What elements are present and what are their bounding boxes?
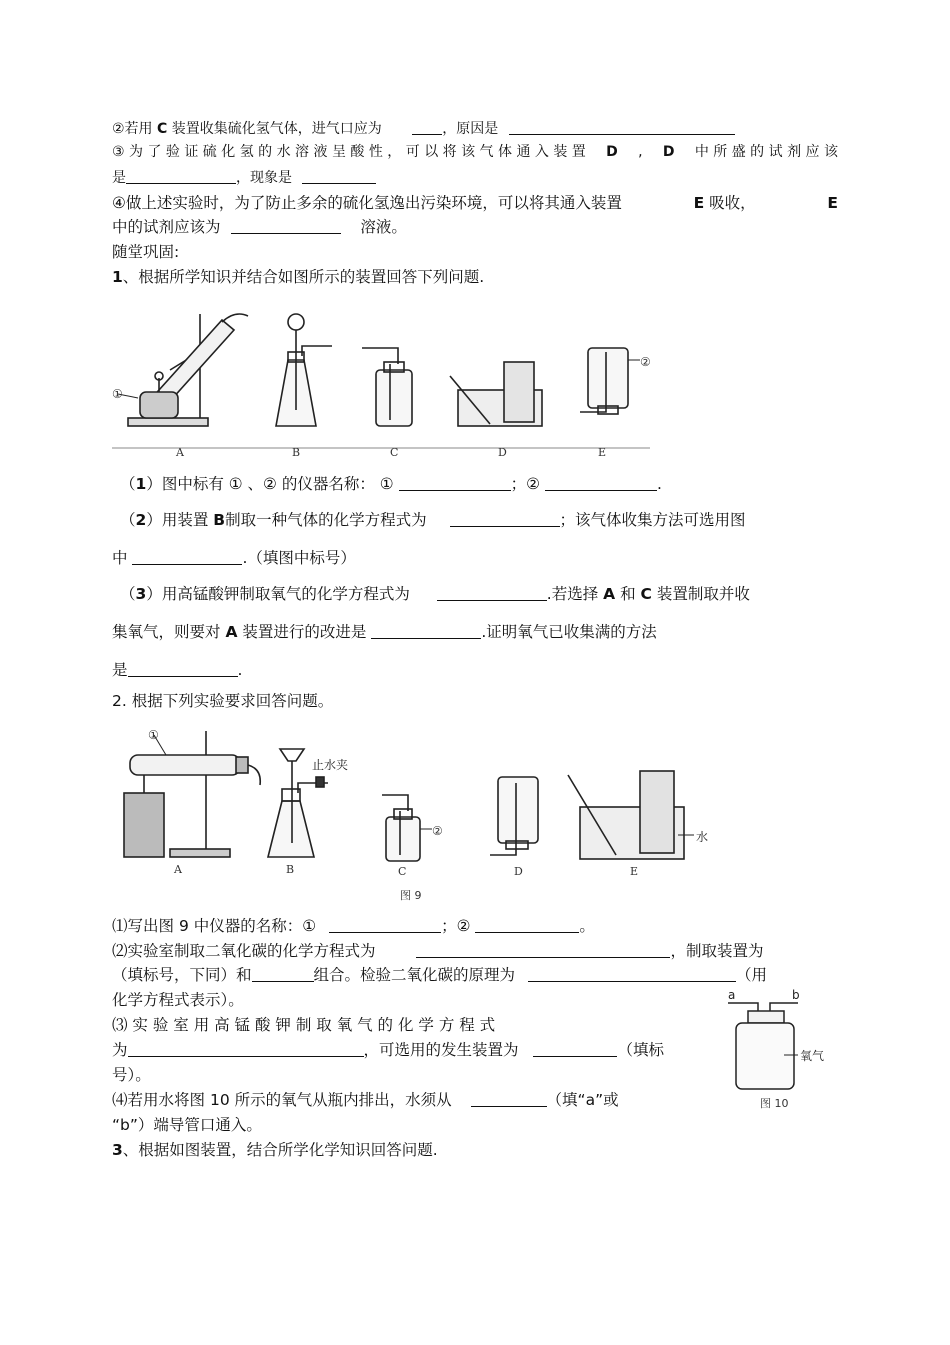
apparatus-e-icon <box>580 348 640 459</box>
q2-figure <box>110 725 730 905</box>
answer-blank[interactable] <box>471 1092 547 1107</box>
answer-blank[interactable] <box>371 624 481 639</box>
svg-text:D: D <box>514 865 523 878</box>
apparatus-a-icon <box>118 314 248 459</box>
apparatus-e-icon <box>568 771 694 878</box>
q1-part3-line3: 是 . <box>112 661 243 679</box>
fig10-caption: 图 10 <box>760 1097 789 1110</box>
q2-part2-line2: （填标号，下同）和 组合。检验二氧化碳的原理为 （用 <box>112 966 767 984</box>
figure-caption: 图 9 <box>400 889 422 902</box>
answer-blank[interactable] <box>302 169 376 184</box>
water-label: 水 <box>696 830 709 844</box>
q1-part3-line2: 集氧气，则要对 A 装置进行的改进是 .证明氧气已收集满的方法 <box>112 623 657 641</box>
prev-q2-line: ②若用 C 装置收集硫化氢气体，进气口应为 ，原因是 <box>112 120 735 138</box>
svg-text:A: A <box>176 446 184 459</box>
answer-blank[interactable] <box>128 1042 364 1057</box>
prev-q4-line: ④做上述实验时，为了防止多余的硫化氢逸出污染环境，可以将其通入装置 E 吸收， E <box>112 194 838 212</box>
svg-text:B: B <box>286 863 295 876</box>
q2-part3: ⑶ 实 验 室 用 高 锰 酸 钾 制 取 氧 气 的 化 学 方 程 式 <box>112 1016 496 1034</box>
fig10-gas-label: 氧气 <box>800 1049 825 1063</box>
answer-blank[interactable] <box>437 586 547 601</box>
q2-part1: ⑴写出图 9 中仪器的名称：① ；② 。 <box>112 917 595 935</box>
marker-2: ② <box>640 355 651 369</box>
section-title: 随堂巩固: <box>112 243 180 261</box>
answer-blank[interactable] <box>252 967 314 982</box>
q3-stem: 3、根据如图装置，结合所学化学知识回答问题. <box>112 1141 438 1159</box>
marker-2: ② <box>432 824 443 838</box>
apparatus-d-icon <box>450 362 542 459</box>
q2-stem: 2. 根据下列实验要求回答问题。 <box>112 692 334 710</box>
answer-blank[interactable] <box>329 918 441 933</box>
svg-text:E: E <box>598 446 607 459</box>
answer-blank[interactable] <box>475 918 579 933</box>
answer-blank[interactable] <box>412 120 442 135</box>
q2-part3-line3: 号）。 <box>112 1066 151 1084</box>
svg-text:C: C <box>390 446 399 459</box>
answer-blank[interactable] <box>545 476 657 491</box>
q1-part2-line2: 中 .（填图中标号） <box>112 549 356 567</box>
marker-1: ① <box>112 387 123 401</box>
marker-1: ① <box>148 728 159 742</box>
q2-part4-line2: “b”）端导管口通入。 <box>112 1116 262 1134</box>
q2-part2: ⑵实验室制取二氧化碳的化学方程式为 ，制取装置为 <box>112 942 764 960</box>
fig10-label-b: b <box>792 988 800 1002</box>
q1-part2: （2）用装置 B制取一种气体的化学方程式为 ；该气体收集方法可选用图 <box>120 511 746 529</box>
answer-blank[interactable] <box>231 219 341 234</box>
apparatus-b-icon <box>276 314 332 459</box>
svg-text:B: B <box>292 446 301 459</box>
svg-text:E: E <box>630 865 639 878</box>
apparatus-c-icon <box>382 795 432 878</box>
answer-blank[interactable] <box>533 1042 617 1057</box>
svg-text:C: C <box>398 865 407 878</box>
svg-text:A: A <box>174 863 182 876</box>
apparatus-a-icon <box>124 731 260 876</box>
apparatus-c-icon <box>362 348 412 459</box>
q2-part2-line3: 化学方程式表示）。 <box>112 991 244 1009</box>
q2-part4: ⑷若用水将图 10 所示的氧气从瓶内排出，水须从 （填“a”或 <box>112 1091 619 1109</box>
answer-blank[interactable] <box>128 662 238 677</box>
answer-blank[interactable] <box>509 120 735 135</box>
clamp-label: 止水夹 <box>312 758 349 772</box>
prev-q4-line2: 中的试剂应该为 溶液。 <box>112 218 407 236</box>
prev-q3-line2: 是 ，现象是 <box>112 169 376 187</box>
answer-blank[interactable] <box>450 512 560 527</box>
q1-part1: （1）图中标有 ① 、② 的仪器名称： ① ；② . <box>120 475 662 493</box>
q1-stem: 1、根据所学知识并结合如图所示的装置回答下列问题. <box>112 268 485 286</box>
apparatus-d-icon <box>490 777 538 878</box>
q2-part3-line2: 为 ，可选用的发生装置为 （填标 <box>112 1041 664 1059</box>
svg-text:D: D <box>498 446 507 459</box>
q1-part3: （3）用高锰酸钾制取氧气的化学方程式为 .若选择 A 和 C 装置制取并收 <box>120 585 750 603</box>
letter-c: C <box>157 121 168 137</box>
fig10-label-a: a <box>728 988 736 1002</box>
answer-blank[interactable] <box>416 943 670 958</box>
fig10 <box>722 985 842 1115</box>
gas-bottle-icon <box>728 1003 798 1089</box>
prev-q3-line: ③ 为 了 验 证 硫 化 氢 的 水 溶 液 呈 酸 性 ， 可 以 将 该 气 体 通 入 装 置 D , D 中 所 盛 的 试 剂 应 该 <box>112 144 838 160</box>
answer-blank[interactable] <box>399 476 511 491</box>
answer-blank[interactable] <box>528 967 736 982</box>
answer-blank[interactable] <box>132 550 242 565</box>
q1-figure <box>110 300 670 460</box>
answer-blank[interactable] <box>126 169 236 184</box>
